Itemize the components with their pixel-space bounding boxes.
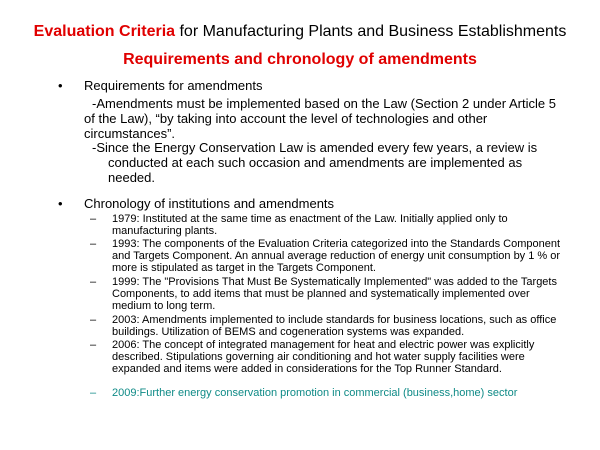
title-rest: for Manufacturing Plants and Business Establishments	[175, 23, 567, 40]
dash-1993: –	[90, 238, 97, 250]
chronology-item-1993: 1993: The components of the Evaluation Criteria categorized into the Standards Component and Targets Component. An annual average reduction of energy unit consumption by 1 % or more is stipulated as target in the Targets Component.	[112, 238, 561, 274]
dash-1999: –	[90, 276, 97, 288]
chronology-item-2003: 2003: Amendments implemented to include standards for business locations, such as office buildings. Utilization of BEMS and cogeneration systems was expanded.	[112, 314, 557, 338]
chronology-item-1979: 1979: Instituted at the same time as enactment of the Law. Initially applied only to manufacturing plants.	[112, 213, 508, 237]
dash-1979: –	[90, 213, 97, 225]
dash-2003: –	[90, 314, 97, 326]
chronology-item-2009: 2009:Further energy conservation promotion in commercial (business,home) sector	[112, 387, 518, 399]
title-highlight: Evaluation Criteria	[33, 23, 176, 40]
dash-2009: –	[90, 387, 97, 399]
chronology-item-2006: 2006: The concept of integrated management for heat and electric power was explicitly described. Stipulations governing air conditioning and hot water supply facilities were expanded and items were added in considerations for the Top Runner Standard.	[112, 339, 535, 375]
heading-chronology: Chronology of institutions and amendments	[84, 196, 335, 211]
bullet-requirements: •	[58, 78, 63, 93]
dash-2006: –	[90, 339, 97, 351]
requirements-paragraph-1: -Amendments must be implemented based on the Law (Section 2 under Article 5 of the Law), “by taking into account the level of technologies and other circumstances”.	[84, 96, 556, 141]
heading-requirements: Requirements for amendments	[84, 78, 263, 93]
slide-subtitle: Requirements and chronology of amendments	[123, 51, 477, 68]
slide-title	[0, 22, 600, 42]
bullet-chronology: •	[58, 196, 63, 211]
chronology-item-1999: 1999: The "Provisions That Must Be Systematically Implemented" was added to the Targets Components, to add items that must be planned and systematically implemented over medium to long term.	[112, 276, 557, 312]
requirements-paragraph-2: -Since the Energy Conservation Law is amended every few years, a review is conducted at each such occasion and amendments are implemented as needed.	[92, 140, 538, 185]
